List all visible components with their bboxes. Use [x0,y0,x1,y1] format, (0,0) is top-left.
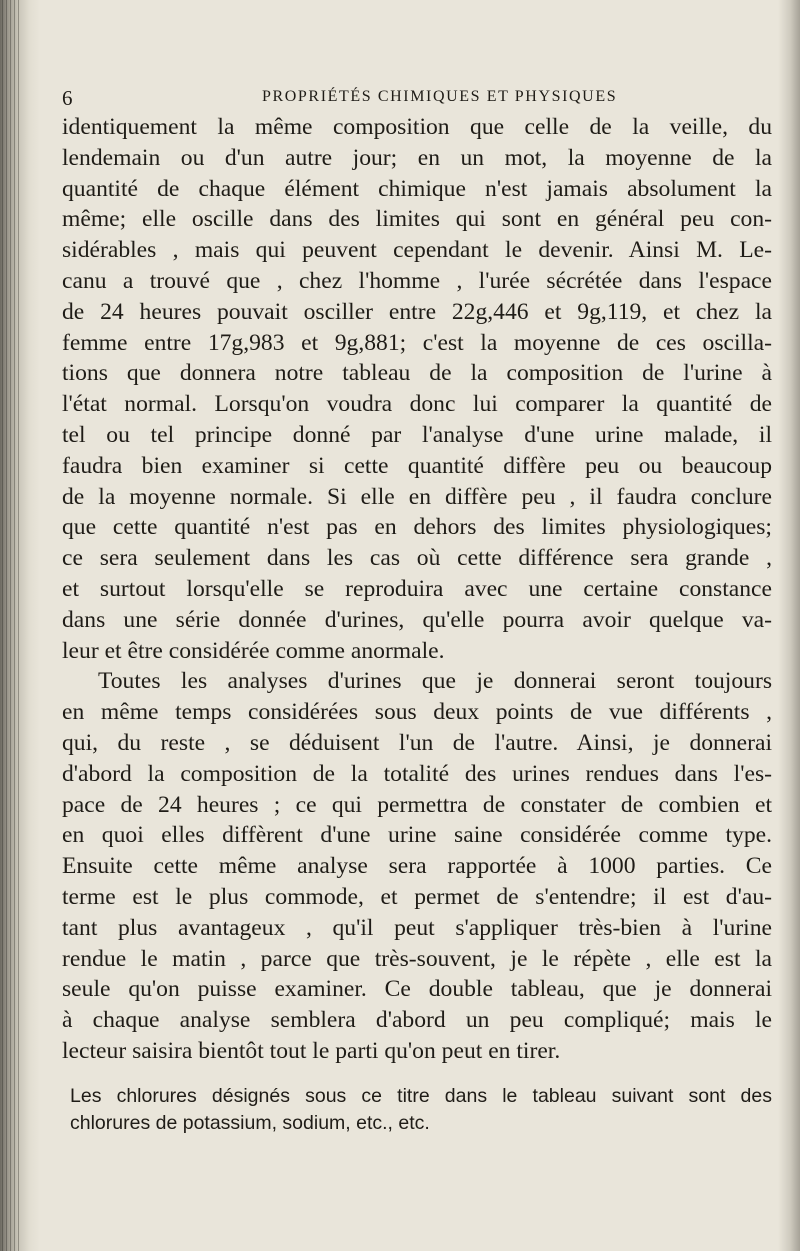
text-line: à chaque analyse semblera d'abord un peu compliqué; mais le [62,1007,772,1034]
body-text [62,112,772,1067]
footnote [62,1083,772,1137]
text-line: dans une série donnée d'urines, qu'elle pourra avoir quelque va- [62,606,772,633]
binding-texture [2,0,22,1251]
text-line: leur et être considérée comme anormale. [62,637,445,664]
text-line: rendue le matin , parce que très-souvent, je le répète , elle est la [62,945,772,972]
text-line: de la moyenne normale. Si elle en diffère peu , il faudra conclure [62,483,772,510]
page-edge-shadow [778,0,800,1251]
running-title: PROPRIÉTÉS CHIMIQUES ET PHYSIQUES [262,88,618,105]
text-line: en même temps considérées sous deux points de vue différents , [62,699,772,726]
text-line: femme entre 17g,983 et 9g,881; c'est la moyenne de ces oscilla- [62,329,772,356]
text-line: identiquement la même composition que celle de la veille, du [62,114,772,140]
running-head [62,86,772,112]
text-line: faudra bien examiner si cette quantité diffère peu ou beaucoup [62,452,772,479]
footnote-line: chlorures de potassium, sodium, etc., etc. [70,1111,430,1134]
text-line: tel ou tel principe donné par l'analyse d'une urine malade, il [62,421,772,448]
text-line: d'abord la composition de la totalité des urines rendues dans l'es- [62,760,772,787]
text-line: que cette quantité n'est pas en dehors des limites physiologiques; [62,514,772,541]
text-line: qui, du reste , se déduisent l'un de l'autre. Ainsi, je donnerai [62,729,772,756]
text-line: de 24 heures pouvait osciller entre 22g,446 et 9g,119, et chez la [62,298,772,325]
text-line: et surtout lorsqu'elle se reproduira avec une certaine constance [62,575,772,602]
text-line: quantité de chaque élément chimique n'est jamais absolument la [62,175,772,202]
text-line: pace de 24 heures ; ce qui permettra de constater de combien et [62,791,772,818]
text-line: seule qu'on puisse examiner. Ce double tableau, que je donnerai [62,976,772,1003]
text-line: tions que donnera notre tableau de la composition de l'urine à [62,360,772,387]
text-line: canu a trouvé que , chez l'homme , l'urée sécrétée dans l'espace [62,267,772,294]
book-page [62,86,772,1137]
text-line: l'état normal. Lorsqu'on voudra donc lui comparer la quantité de [62,391,772,418]
footnote-line: Les chlorures désignés sous ce titre dans le tableau suivant sont des [70,1084,772,1107]
text-line: lecteur saisira bientôt tout le parti qu'on peut en tirer. [62,1037,561,1064]
text-line: sidérables , mais qui peuvent cependant le devenir. Ainsi M. Le- [62,237,772,264]
text-line: ce sera seulement dans les cas où cette différence sera grande , [62,545,772,572]
text-line: lendemain ou d'un autre jour; en un mot, la moyenne de la [62,144,772,171]
text-line: Toutes les analyses d'urines que je donnerai seront toujours [98,668,772,695]
text-line: tant plus avantageux , qu'il peut s'appliquer très-bien à l'urine [62,914,772,941]
text-line: terme est le plus commode, et permet de s'entendre; il est d'au- [62,883,772,910]
text-line: même; elle oscille dans des limites qui sont en général peu con- [62,206,772,233]
page-number: 6 [62,86,73,110]
text-line: en quoi elles diffèrent d'une urine saine considérée comme type. [62,822,772,849]
text-line: Ensuite cette même analyse sera rapportée à 1000 parties. Ce [62,853,772,880]
